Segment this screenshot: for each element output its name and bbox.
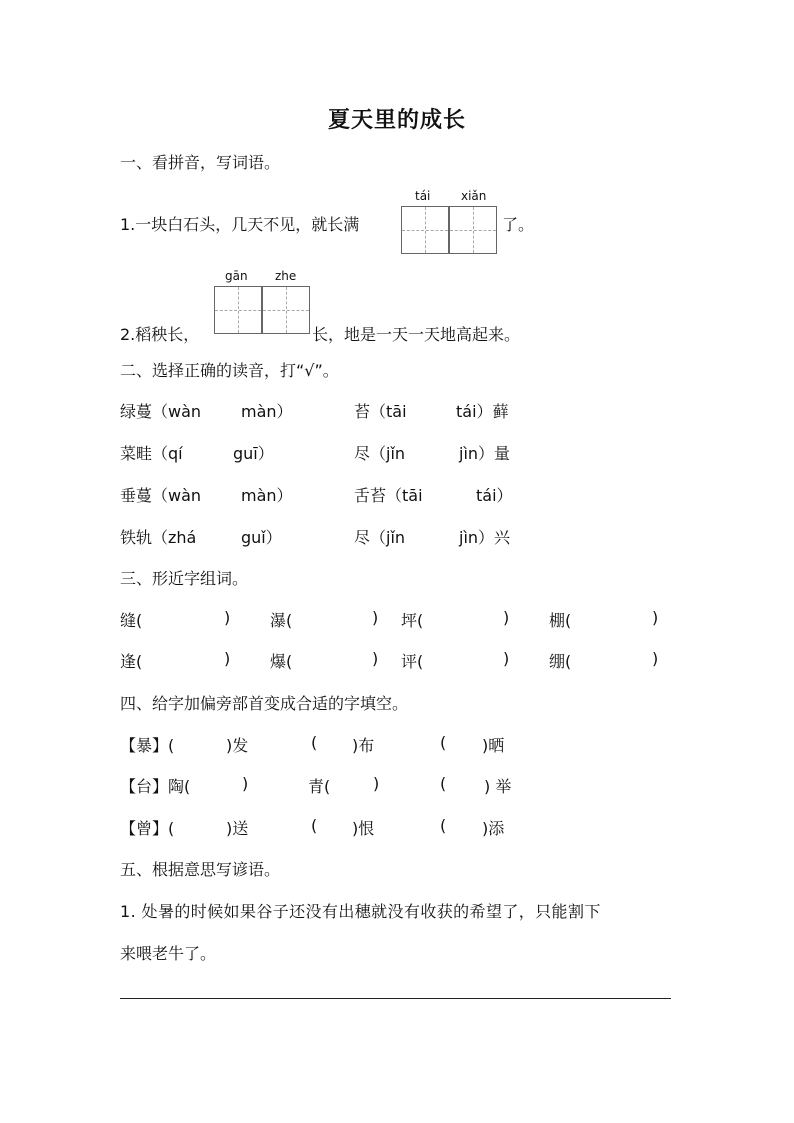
reading-option[interactable]: 菜畦（qí	[120, 444, 183, 463]
word-blank-close: )	[372, 608, 379, 627]
section-5-heading: 五、根据意思写谚语。	[120, 860, 281, 879]
reading-option[interactable]: 垂蔓（wàn	[120, 486, 202, 505]
reading-option[interactable]: 绿蔓（wàn	[120, 402, 202, 421]
reading-option[interactable]: tái）藓	[456, 402, 509, 421]
section-2-heading: 二、选择正确的读音，打“√”。	[120, 361, 339, 380]
radical-blank-close: ) 举	[484, 777, 512, 796]
reading-option[interactable]: 铁轨（zhá	[120, 528, 197, 547]
radical-blank-open[interactable]: 青(	[308, 777, 331, 796]
reading-option[interactable]: tái）	[476, 486, 513, 505]
reading-option[interactable]: 苔（tāi	[354, 402, 407, 421]
writing-box[interactable]	[262, 286, 310, 334]
word-blank-close: )	[224, 608, 231, 627]
writing-box[interactable]	[214, 286, 262, 334]
radical-blank-close: )	[242, 774, 249, 793]
reading-option[interactable]: 尽（jǐn	[354, 444, 406, 463]
q1-text-after: 了。	[502, 215, 535, 234]
word-blank-close: )	[503, 649, 510, 668]
radical-blank-open[interactable]: (	[440, 774, 447, 793]
radical-blank-close: )	[373, 774, 380, 793]
s5-q1-line2: 来喂老牛了。	[120, 944, 217, 963]
writing-box[interactable]	[401, 206, 449, 254]
radical-blank-open[interactable]: 【曾】(	[120, 819, 175, 838]
q2-text-before: 2.稻秧长，	[120, 325, 200, 344]
radical-blank-open[interactable]: (	[440, 816, 447, 835]
reading-option[interactable]: màn）	[241, 486, 293, 505]
word-blank-close: )	[372, 649, 379, 668]
radical-blank-close: )布	[352, 736, 375, 755]
word-blank-open[interactable]: 瀑(	[270, 611, 293, 630]
pinyin-zhe: zhe	[275, 269, 297, 283]
radical-blank-close: )恨	[352, 819, 375, 838]
word-blank-open[interactable]: 缝(	[120, 611, 143, 630]
pinyin-gan: gān	[225, 269, 248, 283]
word-blank-open[interactable]: 绷(	[549, 652, 572, 671]
radical-blank-open[interactable]: 【台】陶(	[120, 777, 191, 796]
word-blank-close: )	[224, 649, 231, 668]
radical-blank-open[interactable]: (	[311, 816, 318, 835]
word-blank-open[interactable]: 棚(	[549, 611, 572, 630]
section-1-heading: 一、看拼音，写词语。	[120, 153, 281, 172]
word-blank-close: )	[503, 608, 510, 627]
word-blank-close: )	[652, 649, 659, 668]
q1-text-before: 1.一块白石头，几天不见，就长满	[120, 215, 360, 234]
word-blank-open[interactable]: 坪(	[401, 611, 424, 630]
word-blank-close: )	[652, 608, 659, 627]
word-blank-open[interactable]: 爆(	[270, 652, 293, 671]
section-3-heading: 三、形近字组词。	[120, 569, 249, 588]
reading-option[interactable]: guī）	[233, 444, 274, 463]
s5-q1-line1: 1. 处暑的时候如果谷子还没有出穗就没有收获的希望了，只能割下	[120, 902, 601, 921]
radical-blank-open[interactable]: (	[311, 733, 318, 752]
reading-option[interactable]: jìn）量	[459, 444, 511, 463]
reading-option[interactable]: 尽（jǐn	[354, 528, 406, 547]
radical-blank-close: )发	[226, 736, 249, 755]
radical-blank-open[interactable]: (	[440, 733, 447, 752]
word-blank-open[interactable]: 逢(	[120, 652, 143, 671]
reading-option[interactable]: màn）	[241, 402, 293, 421]
radical-blank-open[interactable]: 【暴】(	[120, 736, 175, 755]
word-blank-open[interactable]: 评(	[401, 652, 424, 671]
section-4-heading: 四、给字加偏旁部首变成合适的字填空。	[120, 694, 409, 713]
reading-option[interactable]: 舌苔（tāi	[354, 486, 423, 505]
reading-option[interactable]: guǐ）	[241, 528, 282, 547]
answer-line[interactable]	[120, 998, 671, 999]
pinyin-xian: xiǎn	[461, 189, 487, 203]
pinyin-tai: tái	[415, 189, 431, 203]
q2-text-after: 长，地是一天一天地高起来。	[312, 325, 521, 344]
radical-blank-close: )添	[482, 819, 505, 838]
page-title: 夏天里的成长	[327, 108, 466, 133]
radical-blank-close: )送	[226, 819, 249, 838]
writing-box[interactable]	[449, 206, 497, 254]
reading-option[interactable]: jìn）兴	[459, 528, 511, 547]
radical-blank-close: )晒	[482, 736, 505, 755]
